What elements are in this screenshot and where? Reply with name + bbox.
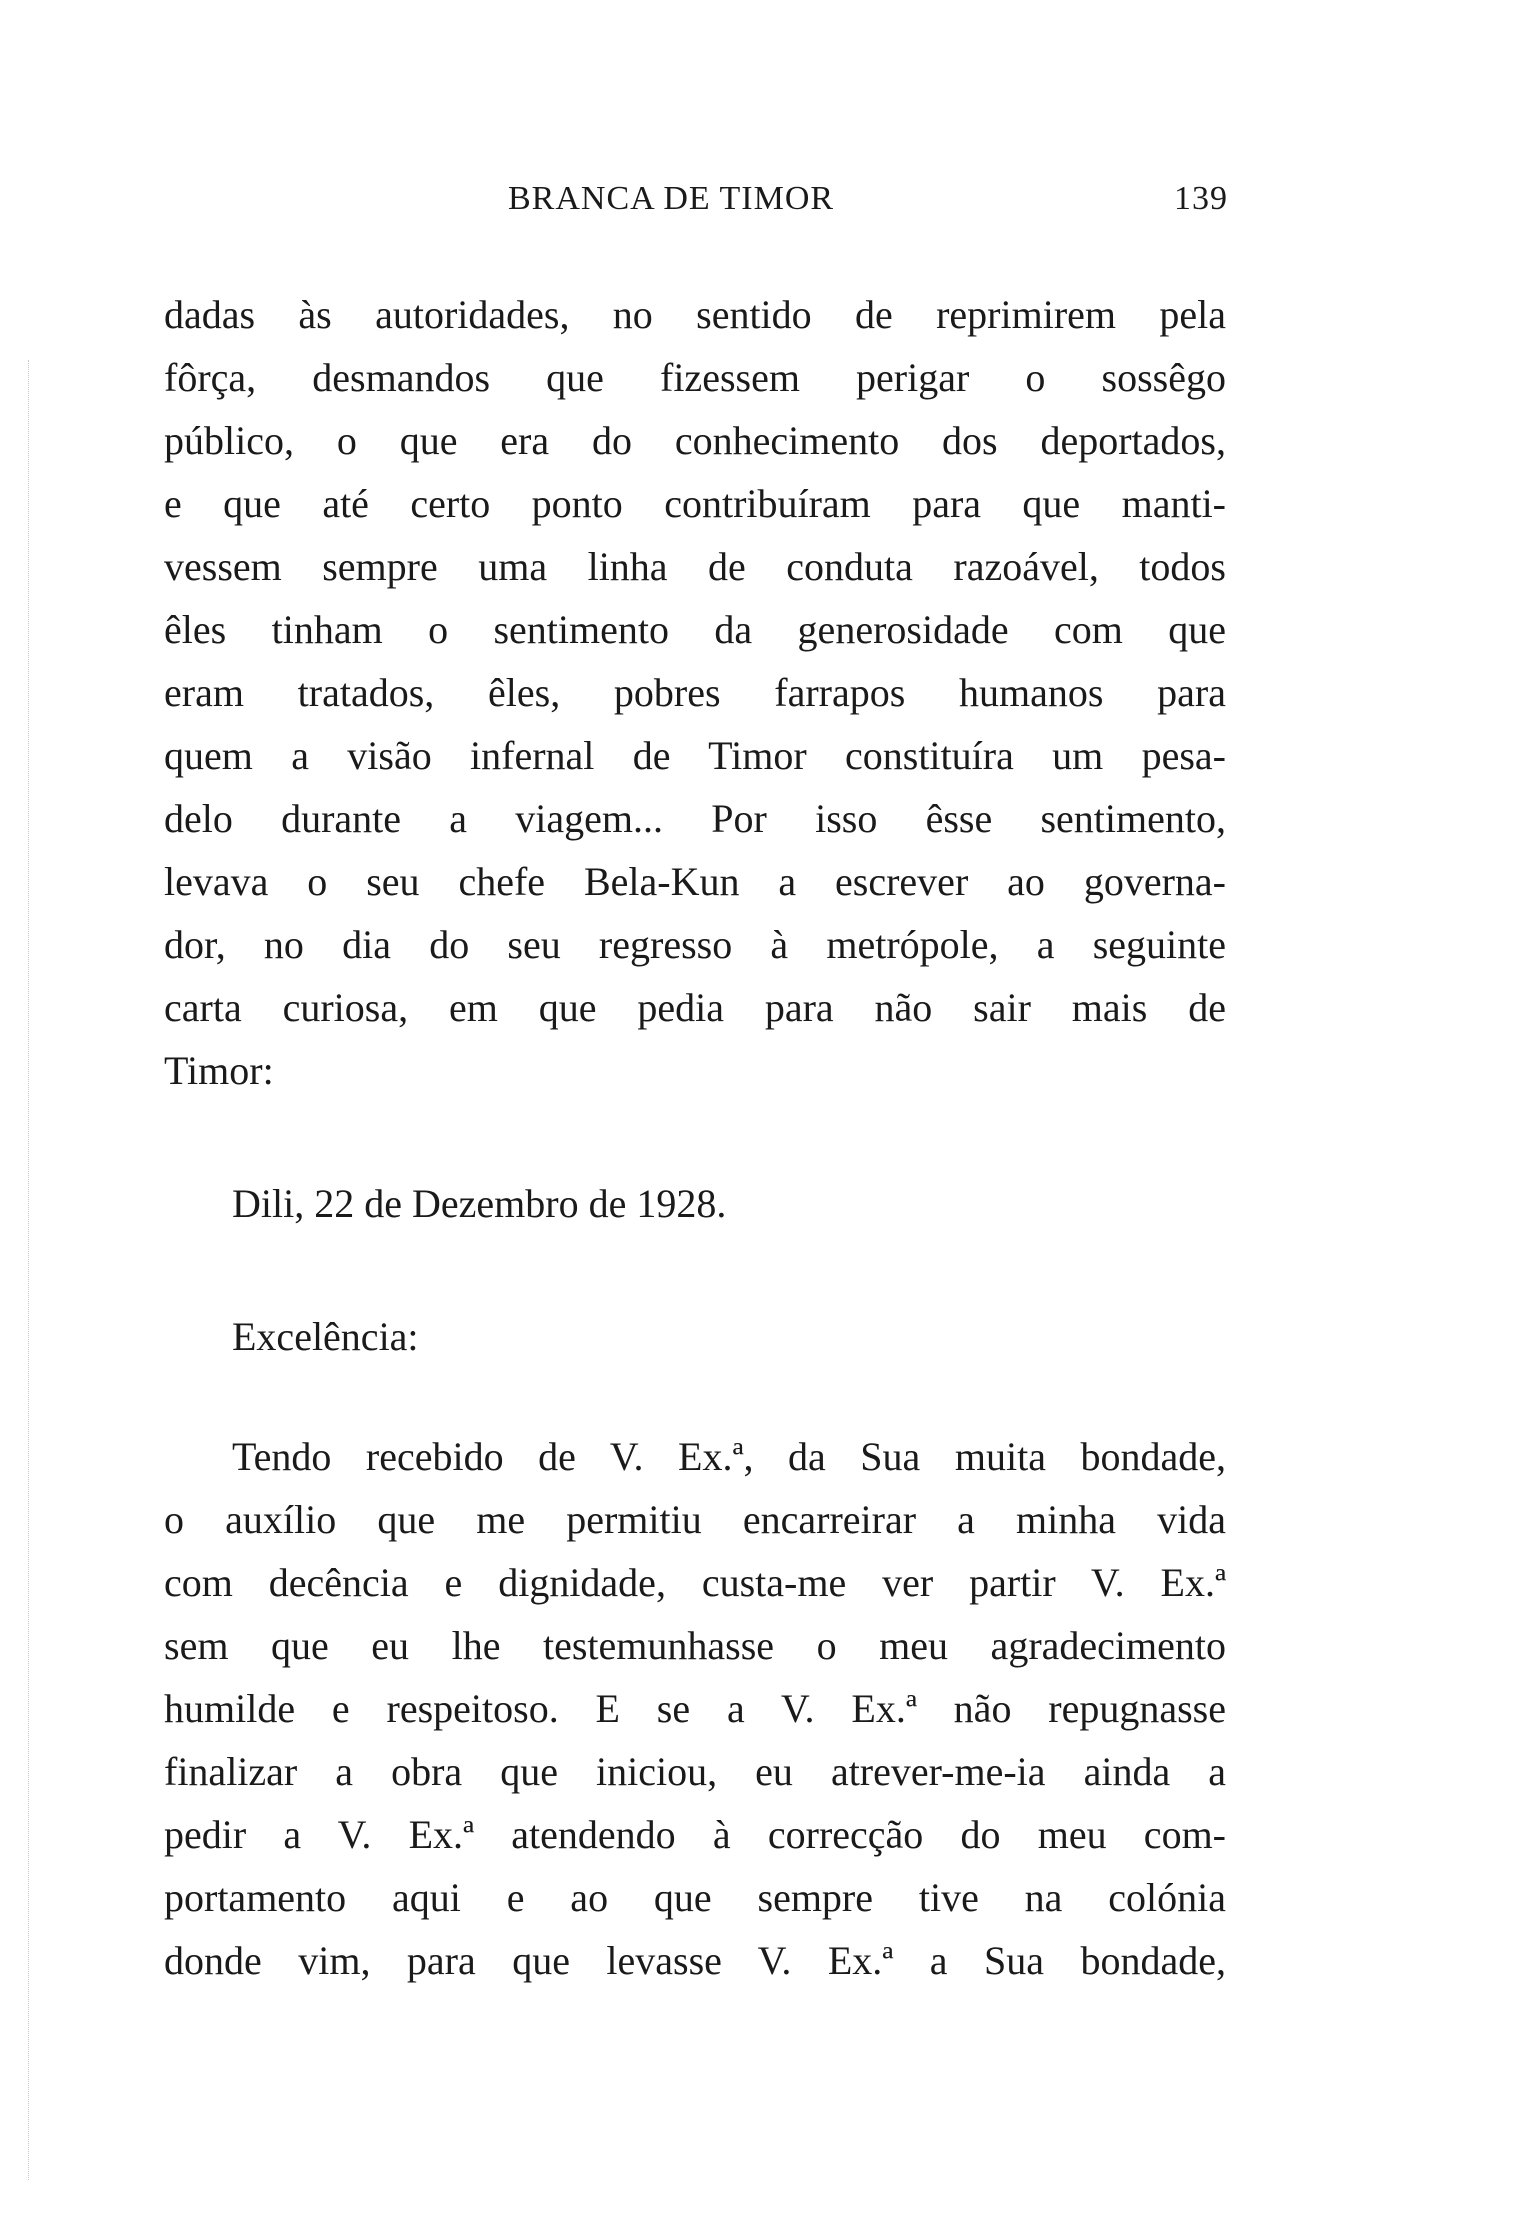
letter-line: finalizar a obra que iniciou, eu atrever-me-ia ainda a xyxy=(164,1749,1226,1794)
letter-line: Tendo recebido de V. Ex.ª, da Sua muita bondade, xyxy=(232,1434,1226,1479)
letter-line: donde vim, para que levasse V. Ex.ª a Sua bondade, xyxy=(164,1938,1226,1983)
text-line: êles tinham o sentimento da generosidade com que xyxy=(164,607,1226,652)
text-line: e que até certo ponto contribuíram para que manti- xyxy=(164,481,1226,526)
text-line: quem a visão infernal de Timor constituíra um pesa- xyxy=(164,733,1226,778)
text-line: carta curiosa, em que pedia para não sair mais de xyxy=(164,985,1226,1030)
letter-line: portamento aqui e ao que sempre tive na colónia xyxy=(164,1875,1226,1920)
letter-body xyxy=(164,1425,1226,1992)
text-line: dadas às autoridades, no sentido de reprimirem pela xyxy=(164,292,1226,337)
text-line: dor, no dia do seu regresso à metrópole, a seguinte xyxy=(164,922,1226,967)
letter-date: Dili, 22 de Dezembro de 1928. xyxy=(232,1181,727,1226)
text-line: vessem sempre uma linha de conduta razoável, todos xyxy=(164,544,1226,589)
text-line: público, o que era do conhecimento dos deportados, xyxy=(164,418,1226,463)
letter-line: o auxílio que me permitiu encarreirar a minha vida xyxy=(164,1497,1226,1542)
text-line: eram tratados, êles, pobres farrapos humanos para xyxy=(164,670,1226,715)
letter-line: com decência e dignidade, custa-me ver partir V. Ex.ª xyxy=(164,1560,1226,1605)
text-line: fôrça, desmandos que fizessem perigar o sossêgo xyxy=(164,355,1226,400)
letter-line: humilde e respeitoso. E se a V. Ex.ª não repugnasse xyxy=(164,1686,1226,1731)
letter-salutation: Excelência: xyxy=(232,1314,419,1359)
running-title: BRANCA DE TIMOR xyxy=(508,180,835,217)
body-paragraph xyxy=(164,283,1226,1102)
text-line: Timor: xyxy=(164,1048,274,1093)
letter-line: sem que eu lhe testemunhasse o meu agradecimento xyxy=(164,1623,1226,1668)
scan-edge-mark xyxy=(28,360,31,2180)
text-line: delo durante a viagem... Por isso êsse sentimento, xyxy=(164,796,1226,841)
running-head xyxy=(160,180,1228,230)
letter-line: pedir a V. Ex.ª atendendo à correcção do meu com- xyxy=(164,1812,1226,1857)
text-line: levava o seu chefe Bela-Kun a escrever ao governa- xyxy=(164,859,1226,904)
page-number: 139 xyxy=(1174,180,1228,217)
